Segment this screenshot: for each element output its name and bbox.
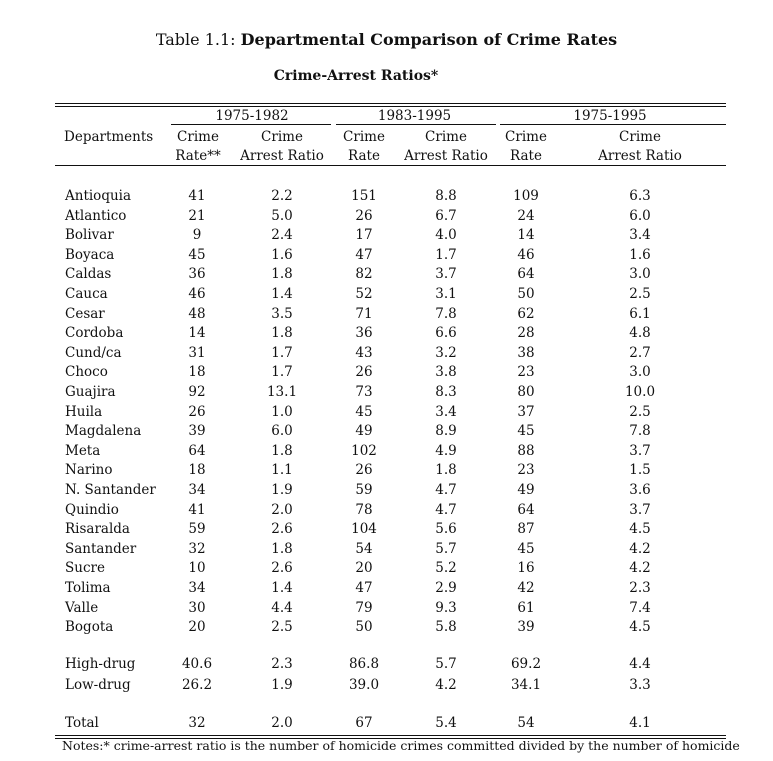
value-cell: 34 (188, 580, 206, 596)
value-cell: 3.7 (629, 443, 651, 459)
value-cell: 1.8 (271, 325, 293, 341)
value-cell: 49 (517, 482, 535, 498)
value-cell: 4.5 (629, 521, 651, 537)
value-cell: 2.6 (271, 521, 293, 537)
value-cell: 4.2 (629, 541, 651, 557)
value-cell: 7.8 (435, 306, 457, 322)
value-cell: 80 (517, 384, 535, 400)
value-cell: 102 (351, 443, 377, 459)
value-cell: 41 (188, 502, 206, 518)
header-c5-line1: Crime (505, 129, 547, 145)
value-cell: 18 (188, 364, 206, 380)
value-cell: 2.0 (271, 502, 293, 518)
value-cell: 1.7 (435, 247, 457, 263)
department-name-cell: Bogota (65, 619, 114, 635)
value-cell: 43 (355, 345, 373, 361)
value-cell: 1.4 (271, 580, 293, 596)
value-cell: 50 (517, 286, 535, 302)
value-cell: 78 (355, 502, 373, 518)
department-name-cell: Guajira (65, 384, 116, 400)
group-underline-1 (171, 124, 331, 125)
value-cell: 4.5 (629, 619, 651, 635)
group-header-1975-1982: 1975-1982 (215, 108, 289, 124)
value-cell: 5.7 (435, 656, 457, 672)
value-cell: 32 (188, 715, 206, 731)
header-c4 (396, 128, 496, 166)
department-name-cell: Low-drug (65, 677, 131, 693)
value-cell: 3.4 (629, 227, 651, 243)
header-c1-line2: Rate** (175, 148, 221, 164)
header-c6-line1: Crime (619, 129, 661, 145)
header-c5-line2: Rate (510, 148, 542, 164)
table-subtitle: Crime-Arrest Ratios* (273, 68, 439, 84)
value-cell: 26.2 (181, 677, 213, 693)
value-cell: 3.8 (435, 364, 457, 380)
value-cell: 23 (517, 462, 535, 478)
value-cell: 52 (355, 286, 373, 302)
header-departments: Departments (64, 129, 154, 145)
value-cell: 45 (517, 541, 535, 557)
value-cell: 4.4 (271, 600, 293, 616)
value-cell: 2.5 (629, 404, 651, 420)
value-cell: 4.2 (435, 677, 457, 693)
value-cell: 2.6 (271, 560, 293, 576)
value-cell: 2.9 (435, 580, 457, 596)
department-name-cell: Caldas (65, 266, 112, 282)
value-cell: 8.9 (435, 423, 457, 439)
header-c3 (334, 128, 394, 166)
value-cell: 4.0 (435, 227, 457, 243)
department-name-cell: Risaralda (65, 521, 130, 537)
value-cell: 3.3 (629, 677, 651, 693)
top-rule (55, 103, 726, 104)
value-cell: 14 (188, 325, 206, 341)
value-cell: 13.1 (266, 384, 298, 400)
department-name-cell: Valle (65, 600, 99, 616)
department-name-cell: Tolima (65, 580, 111, 596)
value-cell: 1.0 (271, 404, 293, 420)
value-cell: 3.0 (629, 364, 651, 380)
value-cell: 87 (517, 521, 535, 537)
value-cell: 3.5 (271, 306, 293, 322)
department-name-cell: Narino (65, 462, 113, 478)
value-cell: 21 (188, 208, 206, 224)
value-cell: 2.7 (629, 345, 651, 361)
value-cell: 14 (517, 227, 535, 243)
department-name-cell: Antioquia (65, 188, 132, 204)
value-cell: 1.8 (435, 462, 457, 478)
value-cell: 1.4 (271, 286, 293, 302)
value-cell: 9.3 (435, 600, 457, 616)
value-cell: 3.2 (435, 345, 457, 361)
department-name-cell: Santander (65, 541, 137, 557)
value-cell: 59 (188, 521, 206, 537)
value-cell: 5.0 (271, 208, 293, 224)
value-cell: 26 (355, 364, 373, 380)
value-cell: 109 (513, 188, 539, 204)
value-cell: 73 (355, 384, 373, 400)
value-cell: 18 (188, 462, 206, 478)
value-cell: 1.8 (271, 541, 293, 557)
value-cell: 1.8 (271, 266, 293, 282)
value-cell: 41 (188, 188, 206, 204)
value-cell: 1.6 (629, 247, 651, 263)
value-cell: 20 (188, 619, 206, 635)
header-c3-line2: Rate (348, 148, 380, 164)
value-cell: 47 (355, 247, 373, 263)
value-cell: 5.7 (435, 541, 457, 557)
value-cell: 67 (355, 715, 373, 731)
value-cell: 38 (517, 345, 535, 361)
value-cell: 3.6 (629, 482, 651, 498)
value-cell: 47 (355, 580, 373, 596)
value-cell: 32 (188, 541, 206, 557)
group-header-1975-1995: 1975-1995 (573, 108, 647, 124)
value-cell: 48 (188, 306, 206, 322)
department-name-cell: Total (65, 715, 99, 731)
value-cell: 5.2 (435, 560, 457, 576)
group-underline-2 (336, 124, 496, 125)
header-c4-line2: Arrest Ratio (404, 148, 488, 164)
value-cell: 2.4 (271, 227, 293, 243)
value-cell: 2.5 (629, 286, 651, 302)
value-cell: 3.4 (435, 404, 457, 420)
value-cell: 34 (188, 482, 206, 498)
bottom-rule (55, 735, 726, 736)
value-cell: 2.2 (271, 188, 293, 204)
value-cell: 4.7 (435, 482, 457, 498)
value-cell: 3.0 (629, 266, 651, 282)
value-cell: 6.6 (435, 325, 457, 341)
value-cell: 5.4 (435, 715, 457, 731)
value-cell: 31 (188, 345, 206, 361)
value-cell: 54 (517, 715, 535, 731)
department-name-cell: Sucre (65, 560, 105, 576)
value-cell: 5.8 (435, 619, 457, 635)
value-cell: 104 (351, 521, 377, 537)
value-cell: 20 (355, 560, 373, 576)
value-cell: 36 (355, 325, 373, 341)
group-header-1983-1995: 1983-1995 (377, 108, 452, 124)
value-cell: 1.5 (629, 462, 651, 478)
value-cell: 2.3 (629, 580, 651, 596)
value-cell: 6.3 (629, 188, 651, 204)
value-cell: 54 (355, 541, 373, 557)
table-label: Table 1.1: (155, 30, 236, 49)
value-cell: 3.1 (435, 286, 457, 302)
group-underline-3 (500, 124, 726, 125)
table-notes: Notes:* crime-arrest ratio is the number of homicide crimes committed divided by the number of homicide (62, 738, 740, 753)
header-c2-line1: Crime (261, 129, 303, 145)
value-cell: 88 (517, 443, 535, 459)
value-cell: 7.8 (629, 423, 651, 439)
value-cell: 10.0 (624, 384, 656, 400)
value-cell: 64 (188, 443, 206, 459)
value-cell: 4.9 (435, 443, 457, 459)
department-name-cell: Bolivar (65, 227, 114, 243)
value-cell: 86.8 (348, 656, 380, 672)
department-name-cell: Cordoba (65, 325, 124, 341)
department-name-cell: Cund/ca (65, 345, 122, 361)
value-cell: 39.0 (348, 677, 380, 693)
value-cell: 17 (355, 227, 373, 243)
department-name-cell: Boyaca (65, 247, 115, 263)
table-title: Departmental Comparison of Crime Rates (240, 30, 618, 49)
department-name-cell: N. Santander (65, 482, 156, 498)
value-cell: 4.7 (435, 502, 457, 518)
header-c4-line1: Crime (425, 129, 467, 145)
value-cell: 6.0 (629, 208, 651, 224)
value-cell: 1.7 (271, 345, 293, 361)
value-cell: 4.4 (629, 656, 651, 672)
value-cell: 39 (188, 423, 206, 439)
value-cell: 2.0 (271, 715, 293, 731)
value-cell: 46 (517, 247, 535, 263)
table-caption (0, 30, 773, 49)
value-cell: 4.8 (629, 325, 651, 341)
value-cell: 151 (351, 188, 377, 204)
top-rule-double (55, 106, 726, 107)
value-cell: 82 (355, 266, 373, 282)
value-cell: 6.7 (435, 208, 457, 224)
value-cell: 6.1 (629, 306, 651, 322)
value-cell: 46 (188, 286, 206, 302)
value-cell: 4.2 (629, 560, 651, 576)
department-name-cell: Quindio (65, 502, 119, 518)
value-cell: 37 (517, 404, 535, 420)
value-cell: 50 (355, 619, 373, 635)
value-cell: 3.7 (629, 502, 651, 518)
value-cell: 2.3 (271, 656, 293, 672)
value-cell: 10 (188, 560, 206, 576)
value-cell: 7.4 (629, 600, 651, 616)
value-cell: 45 (517, 423, 535, 439)
value-cell: 59 (355, 482, 373, 498)
value-cell: 69.2 (510, 656, 542, 672)
value-cell: 8.3 (435, 384, 457, 400)
value-cell: 6.0 (271, 423, 293, 439)
value-cell: 26 (355, 208, 373, 224)
value-cell: 5.6 (435, 521, 457, 537)
value-cell: 71 (355, 306, 373, 322)
header-c2-line2: Arrest Ratio (240, 148, 324, 164)
value-cell: 28 (517, 325, 535, 341)
department-name-cell: Choco (65, 364, 108, 380)
value-cell: 2.5 (271, 619, 293, 635)
header-c6-line2: Arrest Ratio (598, 148, 682, 164)
department-name-cell: Cesar (65, 306, 105, 322)
value-cell: 45 (188, 247, 206, 263)
value-cell: 64 (517, 266, 535, 282)
department-name-cell: Atlantico (65, 208, 127, 224)
value-cell: 23 (517, 364, 535, 380)
value-cell: 8.8 (435, 188, 457, 204)
value-cell: 62 (517, 306, 535, 322)
header-c6 (590, 128, 690, 166)
header-c5 (496, 128, 556, 166)
header-c2 (232, 128, 332, 166)
value-cell: 36 (188, 266, 206, 282)
value-cell: 1.9 (271, 482, 293, 498)
value-cell: 3.7 (435, 266, 457, 282)
value-cell: 9 (192, 227, 202, 243)
value-cell: 1.9 (271, 677, 293, 693)
value-cell: 42 (517, 580, 535, 596)
value-cell: 79 (355, 600, 373, 616)
value-cell: 1.7 (271, 364, 293, 380)
value-cell: 64 (517, 502, 535, 518)
header-rule (55, 165, 726, 166)
value-cell: 26 (355, 462, 373, 478)
department-name-cell: Cauca (65, 286, 108, 302)
value-cell: 1.1 (271, 462, 293, 478)
value-cell: 49 (355, 423, 373, 439)
value-cell: 1.8 (271, 443, 293, 459)
department-name-cell: High-drug (65, 656, 136, 672)
value-cell: 39 (517, 619, 535, 635)
value-cell: 34.1 (510, 677, 542, 693)
department-name-cell: Meta (65, 443, 101, 459)
value-cell: 26 (188, 404, 206, 420)
value-cell: 61 (517, 600, 535, 616)
value-cell: 92 (188, 384, 206, 400)
value-cell: 4.1 (629, 715, 651, 731)
header-c3-line1: Crime (343, 129, 385, 145)
header-c1-line1: Crime (177, 129, 219, 145)
header-c1 (168, 128, 228, 166)
department-name-cell: Huila (65, 404, 103, 420)
department-name-cell: Magdalena (65, 423, 142, 439)
value-cell: 45 (355, 404, 373, 420)
value-cell: 16 (517, 560, 535, 576)
value-cell: 24 (517, 208, 535, 224)
value-cell: 1.6 (271, 247, 293, 263)
value-cell: 30 (188, 600, 206, 616)
value-cell: 40.6 (181, 656, 213, 672)
